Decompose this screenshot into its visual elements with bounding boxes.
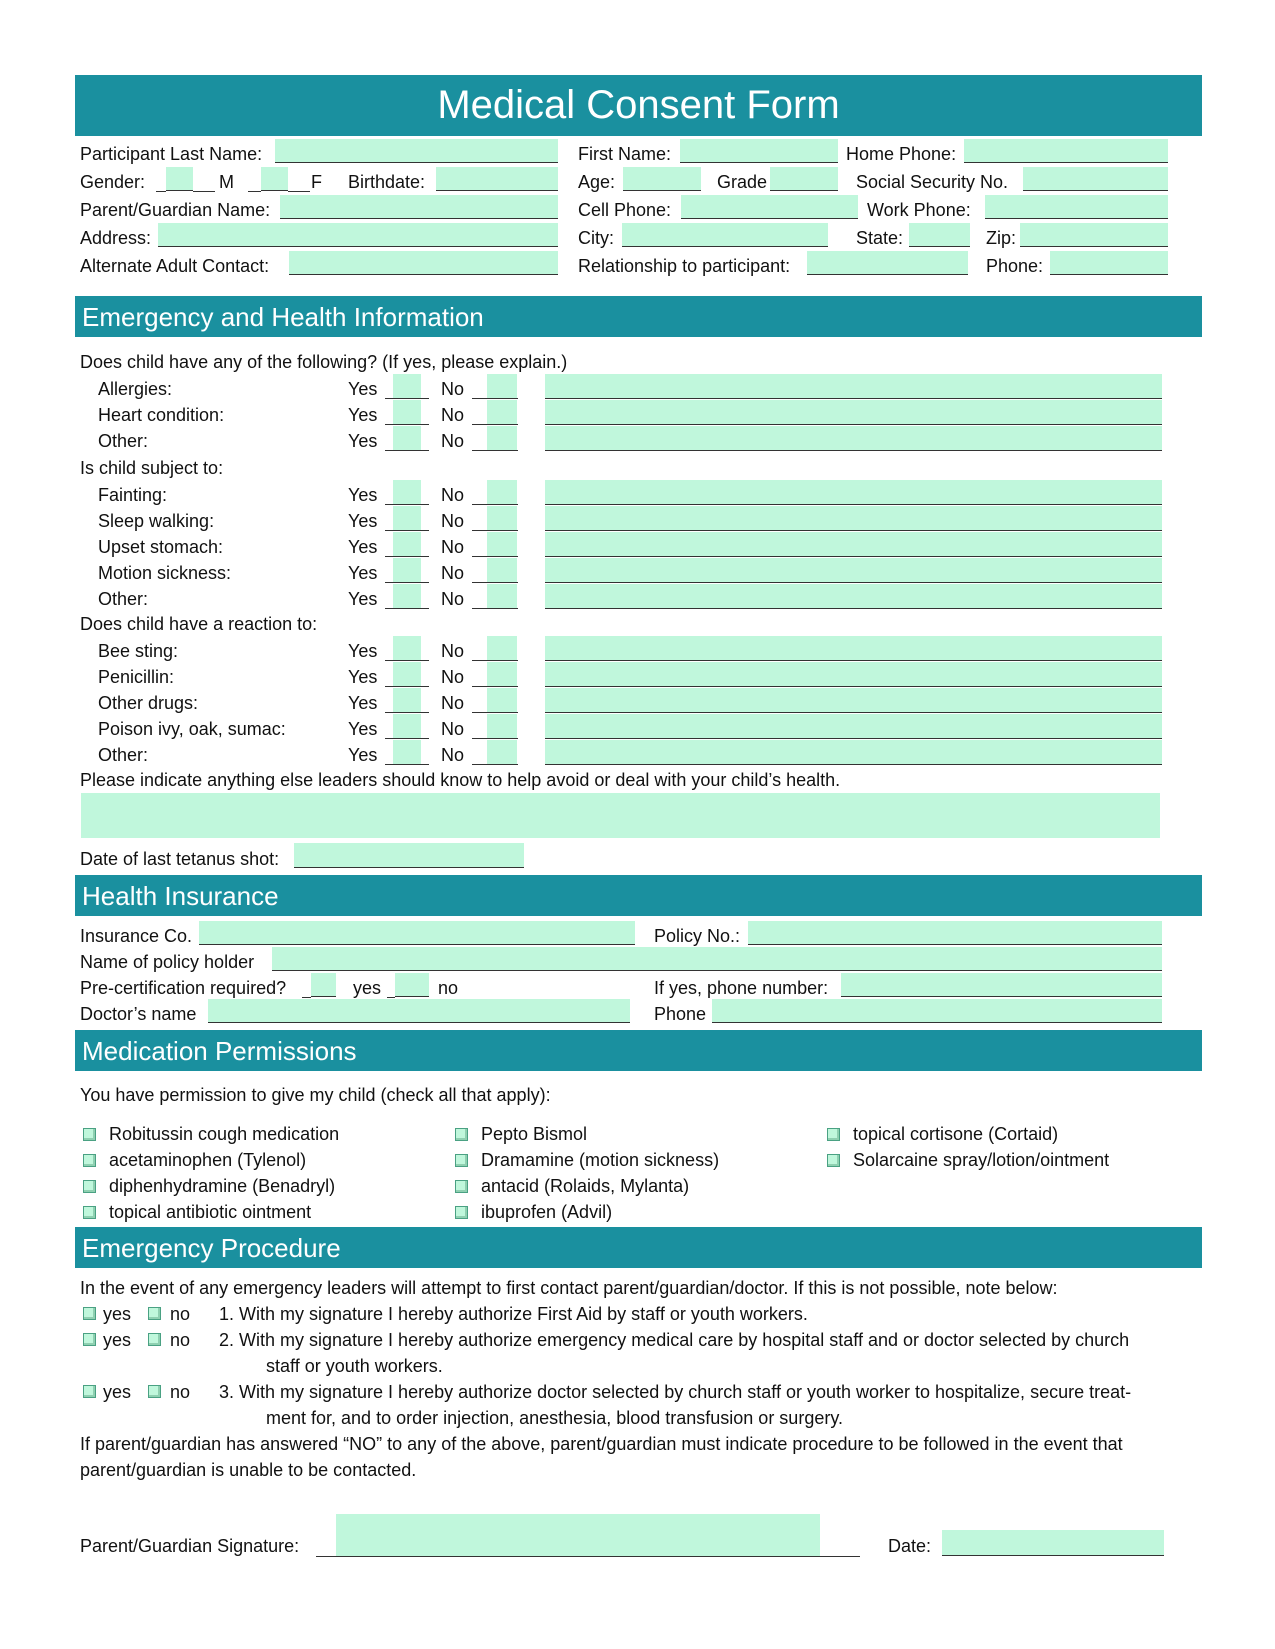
precert-no-field[interactable] bbox=[395, 973, 429, 997]
cell-phone-field[interactable] bbox=[681, 195, 858, 219]
procedure-item-3-line-2: ment for, and to order injection, anesthesia, blood transfusion or surgery. bbox=[266, 1408, 843, 1428]
home-phone-field[interactable] bbox=[964, 139, 1168, 163]
policy-number-field[interactable] bbox=[748, 921, 1162, 945]
item2-no-checkbox[interactable] bbox=[148, 1333, 161, 1346]
city-field[interactable] bbox=[622, 223, 828, 247]
work-phone-field[interactable] bbox=[985, 195, 1168, 219]
gender-female-line-right bbox=[288, 191, 310, 192]
signature-line bbox=[316, 1556, 860, 1557]
item2-yes-checkbox[interactable] bbox=[83, 1333, 96, 1346]
gender-male-label: M bbox=[219, 172, 234, 192]
doctor-phone-label: Phone bbox=[654, 1004, 707, 1024]
no-label: No bbox=[441, 745, 465, 765]
yes-label: Yes bbox=[348, 667, 378, 687]
yes-line bbox=[385, 686, 429, 687]
last-name-label: Participant Last Name: bbox=[80, 144, 263, 164]
no-field[interactable] bbox=[487, 400, 517, 424]
address-label: Address: bbox=[80, 228, 152, 248]
question-subject: Is child subject to: bbox=[80, 458, 224, 478]
gender-female-label: F bbox=[311, 172, 322, 192]
age-field[interactable] bbox=[623, 167, 701, 191]
no-line bbox=[472, 608, 518, 609]
medication-label: Pepto Bismol bbox=[481, 1124, 588, 1144]
last-name-field[interactable] bbox=[275, 139, 558, 163]
yes-line bbox=[385, 556, 429, 557]
gender-female-line-left bbox=[248, 191, 261, 192]
procedure-item-2-line-2: staff or youth workers. bbox=[266, 1356, 443, 1376]
condition-label: Penicillin: bbox=[98, 667, 175, 687]
no-line bbox=[472, 660, 518, 661]
yes-line bbox=[385, 398, 429, 399]
explain-field[interactable] bbox=[545, 374, 1162, 399]
gender-female-field[interactable] bbox=[261, 167, 288, 191]
explain-field[interactable] bbox=[545, 532, 1162, 557]
no-label: No bbox=[441, 641, 465, 661]
item1-no-label: no bbox=[170, 1304, 191, 1324]
procedure-note-line-1: If parent/guardian has answered “NO” to any of the above, parent/guardian must indicate procedure to be followed in the event that bbox=[80, 1434, 1123, 1454]
yes-field[interactable] bbox=[393, 662, 421, 686]
procedure-heading: Emergency Procedure bbox=[75, 1227, 1202, 1268]
no-field[interactable] bbox=[487, 506, 517, 530]
signature-label: Parent/Guardian Signature: bbox=[80, 1536, 300, 1556]
precert-yes-line-left bbox=[302, 997, 311, 998]
date-field[interactable] bbox=[942, 1530, 1164, 1556]
no-label: No bbox=[441, 405, 465, 425]
relationship-label: Relationship to participant: bbox=[578, 256, 791, 276]
item1-no-checkbox[interactable] bbox=[148, 1307, 161, 1320]
explain-field[interactable] bbox=[545, 662, 1162, 687]
explain-field[interactable] bbox=[545, 480, 1162, 505]
medication-checkbox[interactable] bbox=[83, 1154, 96, 1167]
yes-label: Yes bbox=[348, 485, 378, 505]
guardian-name-field[interactable] bbox=[280, 195, 558, 219]
procedure-note-line-2: parent/guardian is unable to be contacted. bbox=[80, 1460, 417, 1480]
ssn-label: Social Security No. bbox=[856, 172, 1009, 192]
relationship-field[interactable] bbox=[807, 251, 968, 275]
doctor-name-field[interactable] bbox=[208, 999, 630, 1023]
no-label: No bbox=[441, 379, 465, 399]
no-field[interactable] bbox=[487, 558, 517, 582]
yes-field[interactable] bbox=[393, 584, 421, 608]
no-field[interactable] bbox=[487, 740, 517, 764]
policy-holder-field[interactable] bbox=[272, 947, 1162, 971]
gender-male-line-right bbox=[193, 191, 215, 192]
medication-heading: Medication Permissions bbox=[75, 1030, 1202, 1071]
explain-field[interactable] bbox=[545, 688, 1162, 713]
medication-label: topical antibiotic ointment bbox=[109, 1202, 312, 1222]
policy-number-label: Policy No.: bbox=[654, 926, 741, 946]
medication-label: ibuprofen (Advil) bbox=[481, 1202, 613, 1222]
first-name-field[interactable] bbox=[680, 139, 838, 163]
condition-label: Upset stomach: bbox=[98, 537, 224, 557]
zip-field[interactable] bbox=[1020, 223, 1168, 247]
no-field[interactable] bbox=[487, 636, 517, 660]
procedure-intro: In the event of any emergency leaders will attempt to first contact parent/guardian/doctor. If this is not possible, note below: bbox=[80, 1278, 1058, 1298]
insurance-heading: Health Insurance bbox=[75, 875, 1202, 916]
city-label: City: bbox=[578, 228, 614, 248]
yes-field[interactable] bbox=[393, 426, 421, 450]
condition-label: Heart condition: bbox=[98, 405, 225, 425]
no-field[interactable] bbox=[487, 532, 517, 556]
first-name-label: First Name: bbox=[578, 144, 672, 164]
medication-label: Robitussin cough medication bbox=[109, 1124, 340, 1144]
no-line bbox=[472, 504, 518, 505]
yes-field[interactable] bbox=[393, 558, 421, 582]
yes-label: Yes bbox=[348, 563, 378, 583]
ssn-field[interactable] bbox=[1023, 167, 1168, 191]
medication-label: Solarcaine spray/lotion/ointment bbox=[853, 1150, 1110, 1170]
grade-label: Grade bbox=[717, 172, 768, 192]
yes-line bbox=[385, 712, 429, 713]
explain-field[interactable] bbox=[545, 506, 1162, 531]
condition-label: Motion sickness: bbox=[98, 563, 232, 583]
no-field[interactable] bbox=[487, 426, 517, 450]
if-yes-phone-label: If yes, phone number: bbox=[654, 978, 829, 998]
no-line bbox=[472, 582, 518, 583]
item1-yes-checkbox[interactable] bbox=[83, 1307, 96, 1320]
form-title: Medical Consent Form bbox=[75, 75, 1202, 136]
medication-intro: You have permission to give my child (check all that apply): bbox=[80, 1085, 551, 1105]
tetanus-field[interactable] bbox=[294, 843, 524, 868]
explain-field[interactable] bbox=[545, 400, 1162, 425]
gender-male-line-left bbox=[156, 191, 166, 192]
yes-line bbox=[385, 582, 429, 583]
no-field[interactable] bbox=[487, 374, 517, 398]
no-label: No bbox=[441, 563, 465, 583]
medication-checkbox[interactable] bbox=[455, 1128, 468, 1141]
medication-checkbox[interactable] bbox=[455, 1180, 468, 1193]
condition-label: Fainting: bbox=[98, 485, 168, 505]
medication-label: Dramamine (motion sickness) bbox=[481, 1150, 720, 1170]
yes-field[interactable] bbox=[393, 688, 421, 712]
condition-label: Other: bbox=[98, 745, 149, 765]
no-label: No bbox=[441, 589, 465, 609]
state-field[interactable] bbox=[909, 223, 970, 247]
home-phone-label: Home Phone: bbox=[846, 144, 957, 164]
alternate-contact-field[interactable] bbox=[289, 251, 558, 275]
no-line bbox=[472, 738, 518, 739]
anything-else-label: Please indicate anything else leaders should know to help avoid or deal with your child’s health. bbox=[80, 770, 841, 790]
yes-label: Yes bbox=[348, 537, 378, 557]
explain-field[interactable] bbox=[545, 714, 1162, 739]
yes-field[interactable] bbox=[393, 532, 421, 556]
no-label: No bbox=[441, 537, 465, 557]
precert-no-line-left bbox=[387, 997, 395, 998]
yes-label: Yes bbox=[348, 431, 378, 451]
yes-line bbox=[385, 764, 429, 765]
medication-checkbox[interactable] bbox=[827, 1128, 840, 1141]
explain-field[interactable] bbox=[545, 584, 1162, 609]
medication-label: diphenhydramine (Benadryl) bbox=[109, 1176, 336, 1196]
condition-label: Other: bbox=[98, 431, 149, 451]
medication-checkbox[interactable] bbox=[83, 1128, 96, 1141]
policy-holder-label: Name of policy holder bbox=[80, 952, 255, 972]
condition-label: Allergies: bbox=[98, 379, 173, 399]
medication-checkbox[interactable] bbox=[455, 1206, 468, 1219]
yes-line bbox=[385, 660, 429, 661]
age-label: Age: bbox=[578, 172, 616, 192]
yes-label: Yes bbox=[348, 511, 378, 531]
yes-field[interactable] bbox=[393, 714, 421, 738]
zip-label: Zip: bbox=[986, 228, 1017, 248]
birthdate-label: Birthdate: bbox=[348, 172, 426, 192]
item2-yes-label: yes bbox=[103, 1330, 132, 1350]
medication-checkbox[interactable] bbox=[83, 1180, 96, 1193]
yes-field[interactable] bbox=[393, 740, 421, 764]
precert-label: Pre-certification required? bbox=[80, 978, 287, 998]
medication-checkbox[interactable] bbox=[83, 1206, 96, 1219]
no-line bbox=[472, 686, 518, 687]
explain-field[interactable] bbox=[545, 558, 1162, 583]
procedure-item-3-line-1: 3. With my signature I hereby authorize doctor selected by church staff or youth worker to hospitalize, secure treat- bbox=[219, 1382, 1132, 1402]
no-field[interactable] bbox=[487, 714, 517, 738]
birthdate-field[interactable] bbox=[436, 167, 558, 191]
no-label: No bbox=[441, 693, 465, 713]
precert-yes-label: yes bbox=[353, 978, 382, 998]
condition-label: Poison ivy, oak, sumac: bbox=[98, 719, 286, 739]
no-label: No bbox=[441, 667, 465, 687]
yes-line bbox=[385, 424, 429, 425]
procedure-item-1: 1. With my signature I hereby authorize First Aid by staff or youth workers. bbox=[219, 1304, 808, 1324]
no-line bbox=[472, 450, 518, 451]
yes-field[interactable] bbox=[393, 506, 421, 530]
anything-else-field[interactable] bbox=[81, 793, 1160, 838]
yes-line bbox=[385, 530, 429, 531]
no-line bbox=[472, 530, 518, 531]
question-following: Does child have any of the following? (If yes, please explain.) bbox=[80, 352, 568, 372]
no-field[interactable] bbox=[487, 688, 517, 712]
if-yes-phone-field[interactable] bbox=[841, 973, 1162, 997]
yes-label: Yes bbox=[348, 405, 378, 425]
gender-label: Gender: bbox=[80, 172, 146, 192]
item3-no-label: no bbox=[170, 1382, 191, 1402]
date-label: Date: bbox=[888, 1536, 932, 1556]
yes-field[interactable] bbox=[393, 374, 421, 398]
precert-yes-field[interactable] bbox=[311, 973, 336, 997]
doctor-phone-field[interactable] bbox=[712, 999, 1162, 1023]
no-label: No bbox=[441, 431, 465, 451]
item3-no-checkbox[interactable] bbox=[148, 1385, 161, 1398]
yes-label: Yes bbox=[348, 641, 378, 661]
medication-checkbox[interactable] bbox=[827, 1154, 840, 1167]
alternate-contact-label: Alternate Adult Contact: bbox=[80, 256, 270, 276]
no-field[interactable] bbox=[487, 480, 517, 504]
grade-field[interactable] bbox=[770, 167, 838, 191]
yes-line bbox=[385, 738, 429, 739]
no-line bbox=[472, 398, 518, 399]
explain-field[interactable] bbox=[545, 740, 1162, 765]
no-label: No bbox=[441, 485, 465, 505]
no-label: No bbox=[441, 719, 465, 739]
explain-field[interactable] bbox=[545, 636, 1162, 661]
alternate-phone-label: Phone: bbox=[986, 256, 1044, 276]
condition-label: Other: bbox=[98, 589, 149, 609]
item3-yes-label: yes bbox=[103, 1382, 132, 1402]
item3-yes-checkbox[interactable] bbox=[83, 1385, 96, 1398]
insurance-company-label: Insurance Co. bbox=[80, 926, 193, 946]
question-reaction: Does child have a reaction to: bbox=[80, 614, 318, 634]
no-label: No bbox=[441, 511, 465, 531]
yes-line bbox=[385, 450, 429, 451]
condition-label: Bee sting: bbox=[98, 641, 179, 661]
explain-field[interactable] bbox=[545, 426, 1162, 451]
yes-field[interactable] bbox=[393, 480, 421, 504]
yes-label: Yes bbox=[348, 693, 378, 713]
yes-field[interactable] bbox=[393, 400, 421, 424]
address-field[interactable] bbox=[158, 223, 558, 247]
procedure-item-2-line-1: 2. With my signature I hereby authorize emergency medical care by hospital staff and or doctor selected by church bbox=[219, 1330, 1130, 1350]
emergency-health-heading: Emergency and Health Information bbox=[75, 296, 1202, 337]
yes-label: Yes bbox=[348, 589, 378, 609]
yes-line bbox=[385, 608, 429, 609]
no-line bbox=[472, 764, 518, 765]
condition-label: Other drugs: bbox=[98, 693, 199, 713]
medication-checkbox[interactable] bbox=[455, 1154, 468, 1167]
state-label: State: bbox=[856, 228, 904, 248]
cell-phone-label: Cell Phone: bbox=[578, 200, 672, 220]
no-line bbox=[472, 712, 518, 713]
item1-yes-label: yes bbox=[103, 1304, 132, 1324]
yes-label: Yes bbox=[348, 745, 378, 765]
medication-label: acetaminophen (Tylenol) bbox=[109, 1150, 307, 1170]
no-field[interactable] bbox=[487, 662, 517, 686]
work-phone-label: Work Phone: bbox=[867, 200, 971, 220]
signature-field[interactable] bbox=[336, 1514, 820, 1556]
precert-no-label: no bbox=[438, 978, 459, 998]
yes-line bbox=[385, 504, 429, 505]
medication-label: antacid (Rolaids, Mylanta) bbox=[481, 1176, 690, 1196]
no-line bbox=[472, 424, 518, 425]
yes-field[interactable] bbox=[393, 636, 421, 660]
tetanus-label: Date of last tetanus shot: bbox=[80, 849, 280, 869]
condition-label: Sleep walking: bbox=[98, 511, 215, 531]
alternate-phone-field[interactable] bbox=[1050, 251, 1168, 275]
gender-male-field[interactable] bbox=[166, 167, 193, 191]
item2-no-label: no bbox=[170, 1330, 191, 1350]
insurance-company-field[interactable] bbox=[199, 921, 635, 945]
doctor-name-label: Doctor’s name bbox=[80, 1004, 197, 1024]
guardian-name-label: Parent/Guardian Name: bbox=[80, 200, 271, 220]
medication-label: topical cortisone (Cortaid) bbox=[853, 1124, 1059, 1144]
yes-label: Yes bbox=[348, 379, 378, 399]
no-field[interactable] bbox=[487, 584, 517, 608]
no-line bbox=[472, 556, 518, 557]
yes-label: Yes bbox=[348, 719, 378, 739]
